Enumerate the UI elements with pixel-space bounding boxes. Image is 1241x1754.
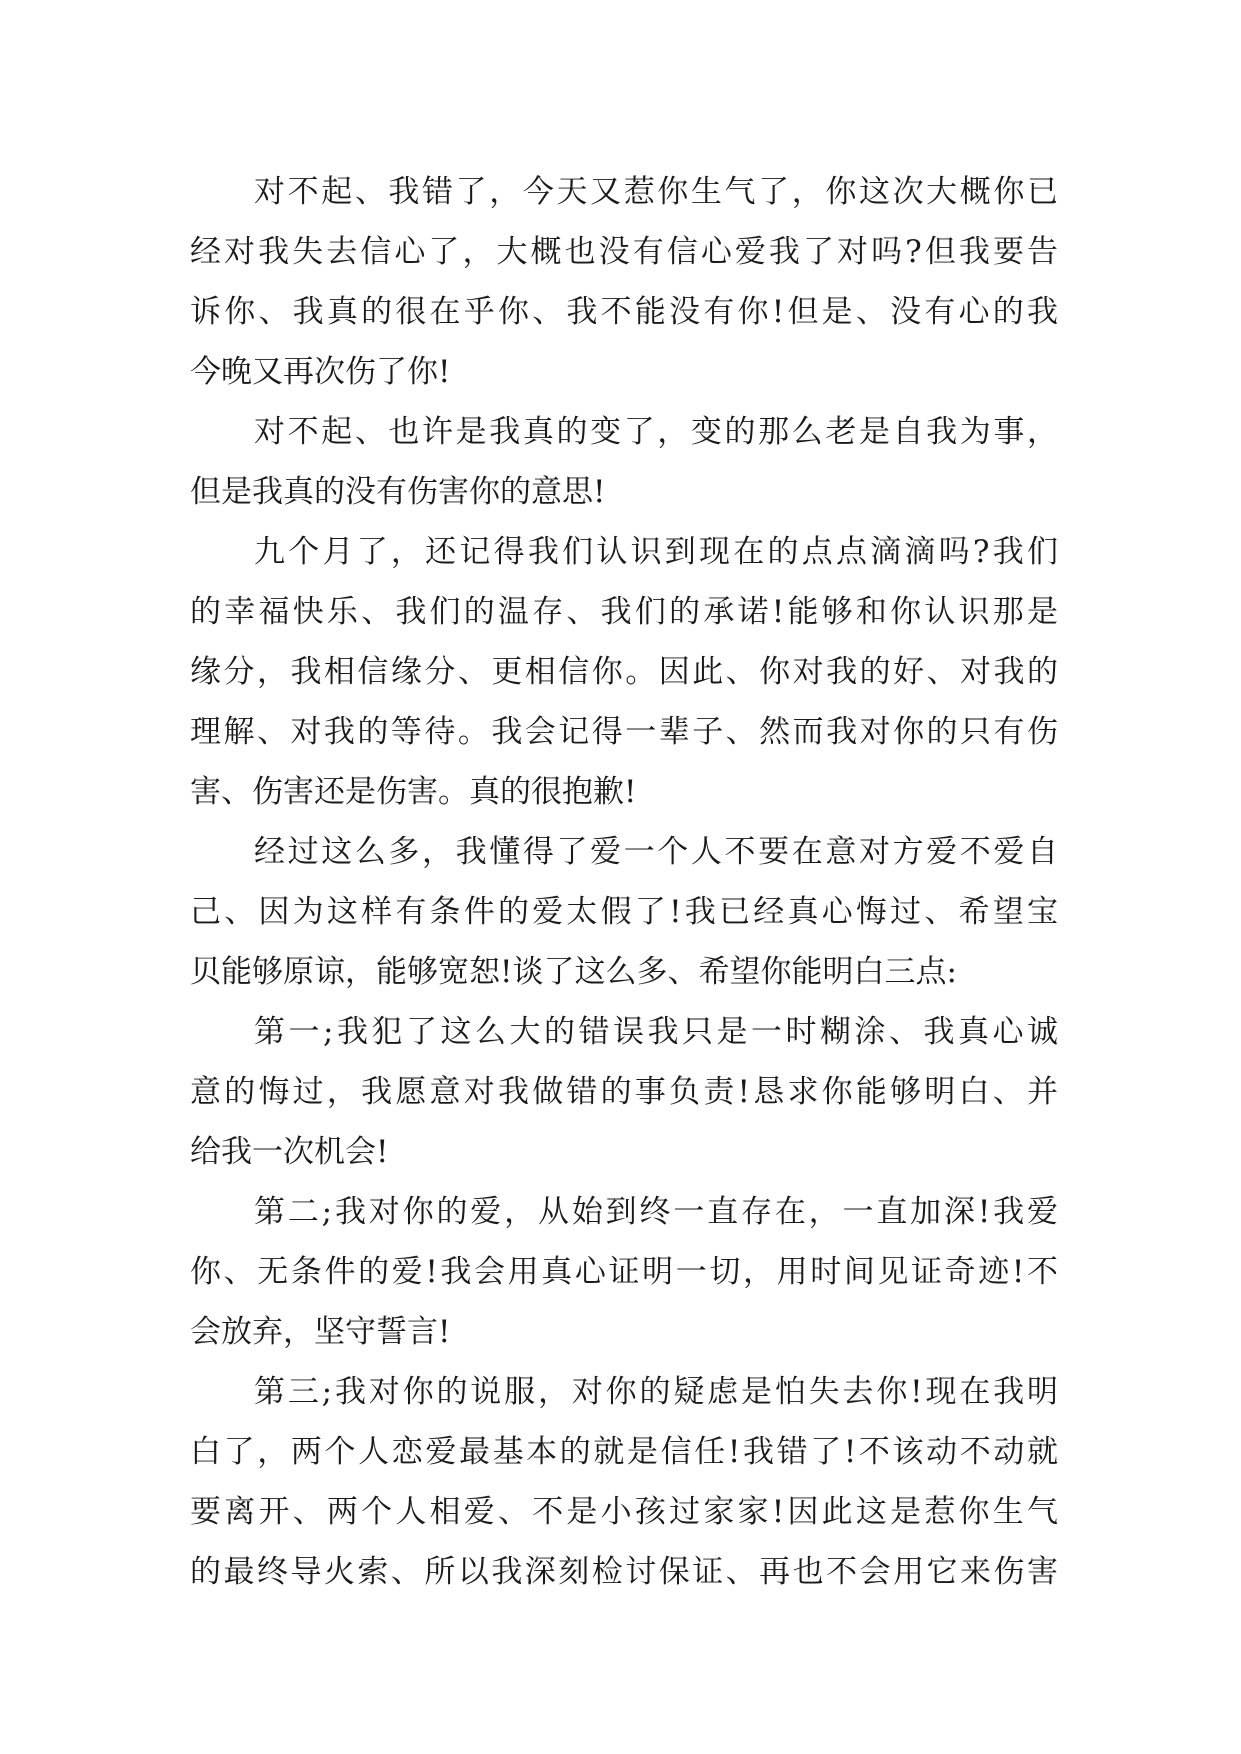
paragraph-first-line: 经过这么多，我懂得了爱一个人不要在意对方爱不爱自 <box>254 834 1058 870</box>
paragraph-first-line: 第三;我对你的说服，对你的疑虑是怕失去你!现在我明 <box>254 1374 1058 1410</box>
paragraph-line: 经对我失去信心了，大概也没有信心爱我了对吗?但我要告 <box>190 234 1058 270</box>
paragraph-first-line: 对不起、也许是我真的变了，变的那么老是自我为事， <box>254 414 1058 450</box>
paragraph-line: 今晚又再次伤了你! <box>190 354 451 390</box>
paragraph-first-line: 九个月了，还记得我们认识到现在的点点滴滴吗?我们 <box>254 534 1058 570</box>
paragraph-line: 的最终导火索、所以我深刻检讨保证、再也不会用它来伤害 <box>190 1554 1058 1590</box>
paragraph-line: 会放弃，坚守誓言! <box>190 1314 451 1350</box>
document-body <box>190 162 1058 1602</box>
paragraph-line: 缘分，我相信缘分、更相信你。因此、你对我的好、对我的 <box>190 654 1058 690</box>
paragraph-first-line: 第二;我对你的爱，从始到终一直存在，一直加深!我爱 <box>254 1194 1058 1230</box>
paragraph-first-line: 第一;我犯了这么大的错误我只是一时糊涂、我真心诚 <box>254 1014 1058 1050</box>
paragraph-line: 理解、对我的等待。我会记得一辈子、然而我对你的只有伤 <box>190 714 1058 750</box>
paragraph-line: 贝能够原谅，能够宽恕!谈了这么多、希望你能明白三点: <box>190 954 957 990</box>
paragraph-first-line: 对不起、我错了，今天又惹你生气了，你这次大概你已 <box>254 174 1058 210</box>
paragraph-line: 但是我真的没有伤害你的意思! <box>190 474 606 510</box>
paragraph-line: 害、伤害还是伤害。真的很抱歉! <box>190 774 637 810</box>
paragraph-line: 给我一次机会! <box>190 1134 389 1170</box>
paragraph-line: 要离开、两个人相爱、不是小孩过家家!因此这是惹你生气 <box>190 1494 1058 1530</box>
paragraph-line: 意的悔过，我愿意对我做错的事负责!恳求你能够明白、并 <box>190 1074 1058 1110</box>
paragraph-line: 诉你、我真的很在乎你、我不能没有你!但是、没有心的我 <box>190 294 1058 330</box>
paragraph-line: 白了，两个人恋爱最基本的就是信任!我错了!不该动不动就 <box>190 1434 1058 1470</box>
paragraph-line: 己、因为这样有条件的爱太假了!我已经真心悔过、希望宝 <box>190 894 1058 930</box>
paragraph-line: 你、无条件的爱!我会用真心证明一切，用时间见证奇迹!不 <box>190 1254 1058 1290</box>
paragraph-line: 的幸福快乐、我们的温存、我们的承诺!能够和你认识那是 <box>190 594 1058 630</box>
